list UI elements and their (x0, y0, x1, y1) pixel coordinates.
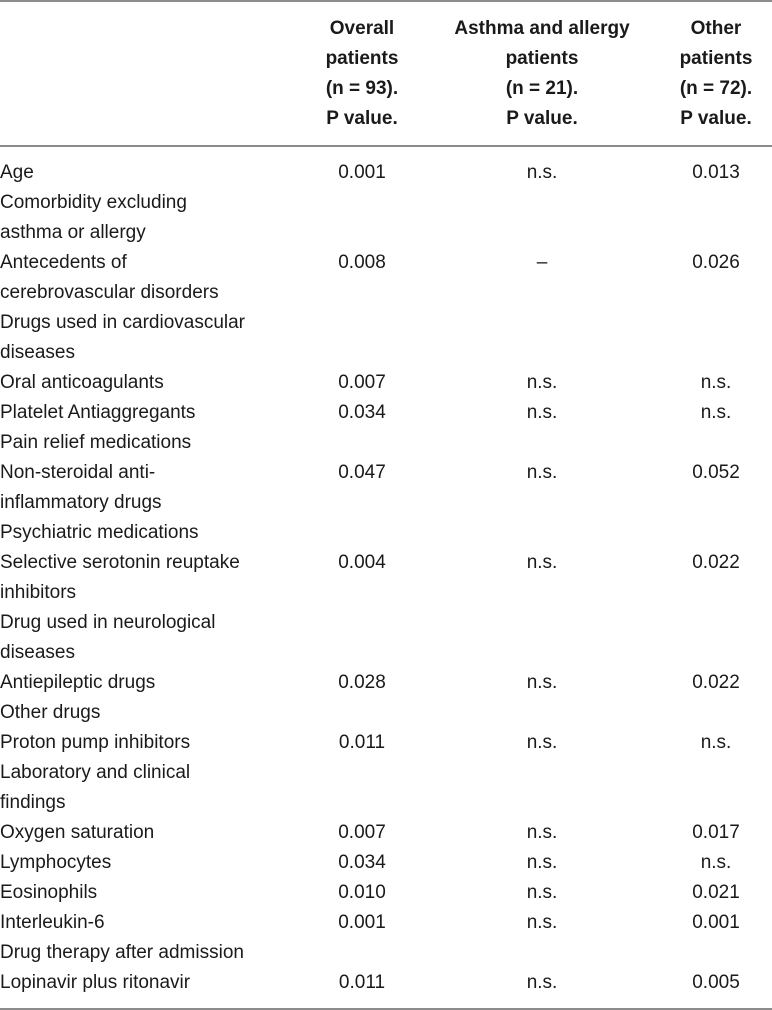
cell-overall-p: 0.011 (338, 732, 386, 753)
row-label: Oral anticoagulants (0, 372, 164, 393)
cell-asthma-p: n.s. (526, 402, 558, 423)
row-label: Eosinophils (0, 882, 98, 903)
cell-other-p: 0.022 (692, 552, 740, 573)
cell-asthma-p: n.s. (526, 822, 558, 843)
cell-overall-p: 0.011 (338, 972, 386, 993)
cell-other-p: 0.017 (692, 822, 740, 843)
cell-asthma-p: n.s. (526, 852, 558, 873)
cell-asthma-p: n.s. (526, 912, 558, 933)
row-label: Antiepileptic drugs (0, 672, 156, 693)
row-label: Antecedents of cerebrovascular disorders (0, 252, 219, 303)
row-label: Selective serotonin reuptake inhibitors (0, 552, 240, 603)
cell-other-p: n.s. (700, 852, 732, 873)
table-row (0, 368, 772, 398)
cell-asthma-p: n.s. (526, 372, 558, 393)
cell-other-p: 0.021 (692, 882, 740, 903)
table-row (0, 878, 772, 908)
row-label: Interleukin-6 (0, 912, 105, 933)
table-row (0, 458, 772, 518)
cell-overall-p: 0.007 (338, 822, 386, 843)
table-row (0, 428, 772, 458)
cell-asthma-p: n.s. (526, 732, 558, 753)
cell-asthma-p: n.s. (526, 162, 558, 183)
cell-overall-p: 0.008 (338, 252, 386, 273)
table-row (0, 398, 772, 428)
table-row (0, 548, 772, 608)
cell-other-p: 0.013 (692, 162, 740, 183)
cell-overall-p: 0.004 (338, 552, 386, 573)
row-label: Other drugs (0, 702, 101, 723)
row-label: Drugs used in cardiovascular diseases (0, 312, 246, 363)
row-label: Age (0, 162, 34, 183)
row-label: Psychiatric medications (0, 522, 199, 543)
cell-other-p: n.s. (700, 732, 732, 753)
cell-overall-p: 0.047 (338, 462, 386, 483)
table-row (0, 248, 772, 308)
cell-overall-p: 0.010 (338, 882, 386, 903)
cell-asthma-p: n.s. (526, 552, 558, 573)
table-header (0, 14, 772, 134)
table-row (0, 308, 772, 368)
table-row (0, 698, 772, 728)
table-row (0, 938, 772, 968)
row-label: Oxygen saturation (0, 822, 155, 843)
row-label: Proton pump inhibitors (0, 732, 191, 753)
header-other-patients: Other patients (n = 72). P value. (679, 18, 753, 129)
row-label: Non-steroidal anti- inflammatory drugs (0, 462, 162, 513)
row-label: Comorbidity excluding asthma or allergy (0, 192, 187, 243)
row-label: Laboratory and clinical findings (0, 762, 191, 813)
cell-asthma-p: – (536, 252, 548, 273)
cell-asthma-p: n.s. (526, 462, 558, 483)
row-label: Pain relief medications (0, 432, 192, 453)
row-label: Lopinavir plus ritonavir (0, 972, 191, 993)
table-row (0, 968, 772, 998)
cell-overall-p: 0.034 (338, 402, 386, 423)
table-row (0, 848, 772, 878)
cell-other-p: 0.022 (692, 672, 740, 693)
table-row (0, 818, 772, 848)
header-overall-patients: Overall patients (n = 93). P value. (325, 18, 399, 129)
table-row (0, 758, 772, 818)
cell-other-p: n.s. (700, 402, 732, 423)
row-label: Platelet Antiaggregants (0, 402, 196, 423)
table-row (0, 158, 772, 188)
cell-other-p: 0.005 (692, 972, 740, 993)
cell-other-p: 0.001 (692, 912, 740, 933)
cell-asthma-p: n.s. (526, 882, 558, 903)
cell-other-p: 0.026 (692, 252, 740, 273)
cell-overall-p: 0.007 (338, 372, 386, 393)
cell-overall-p: 0.034 (338, 852, 386, 873)
table-row (0, 728, 772, 758)
header-asthma-allergy-patients: Asthma and allergy patients (n = 21). P value. (454, 18, 630, 129)
cell-overall-p: 0.028 (338, 672, 386, 693)
header-rule (0, 145, 772, 147)
cell-overall-p: 0.001 (338, 912, 386, 933)
cell-other-p: 0.052 (692, 462, 740, 483)
cell-overall-p: 0.001 (338, 162, 386, 183)
top-rule (0, 0, 772, 2)
table-row (0, 518, 772, 548)
cell-asthma-p: n.s. (526, 672, 558, 693)
table-row (0, 608, 772, 668)
row-label: Lymphocytes (0, 852, 112, 873)
row-label: Drug used in neurological diseases (0, 612, 216, 663)
cell-other-p: n.s. (700, 372, 732, 393)
cell-asthma-p: n.s. (526, 972, 558, 993)
table-body (0, 158, 772, 998)
row-label: Drug therapy after admission (0, 942, 244, 963)
table-row (0, 668, 772, 698)
table-row (0, 188, 772, 248)
table-row (0, 908, 772, 938)
